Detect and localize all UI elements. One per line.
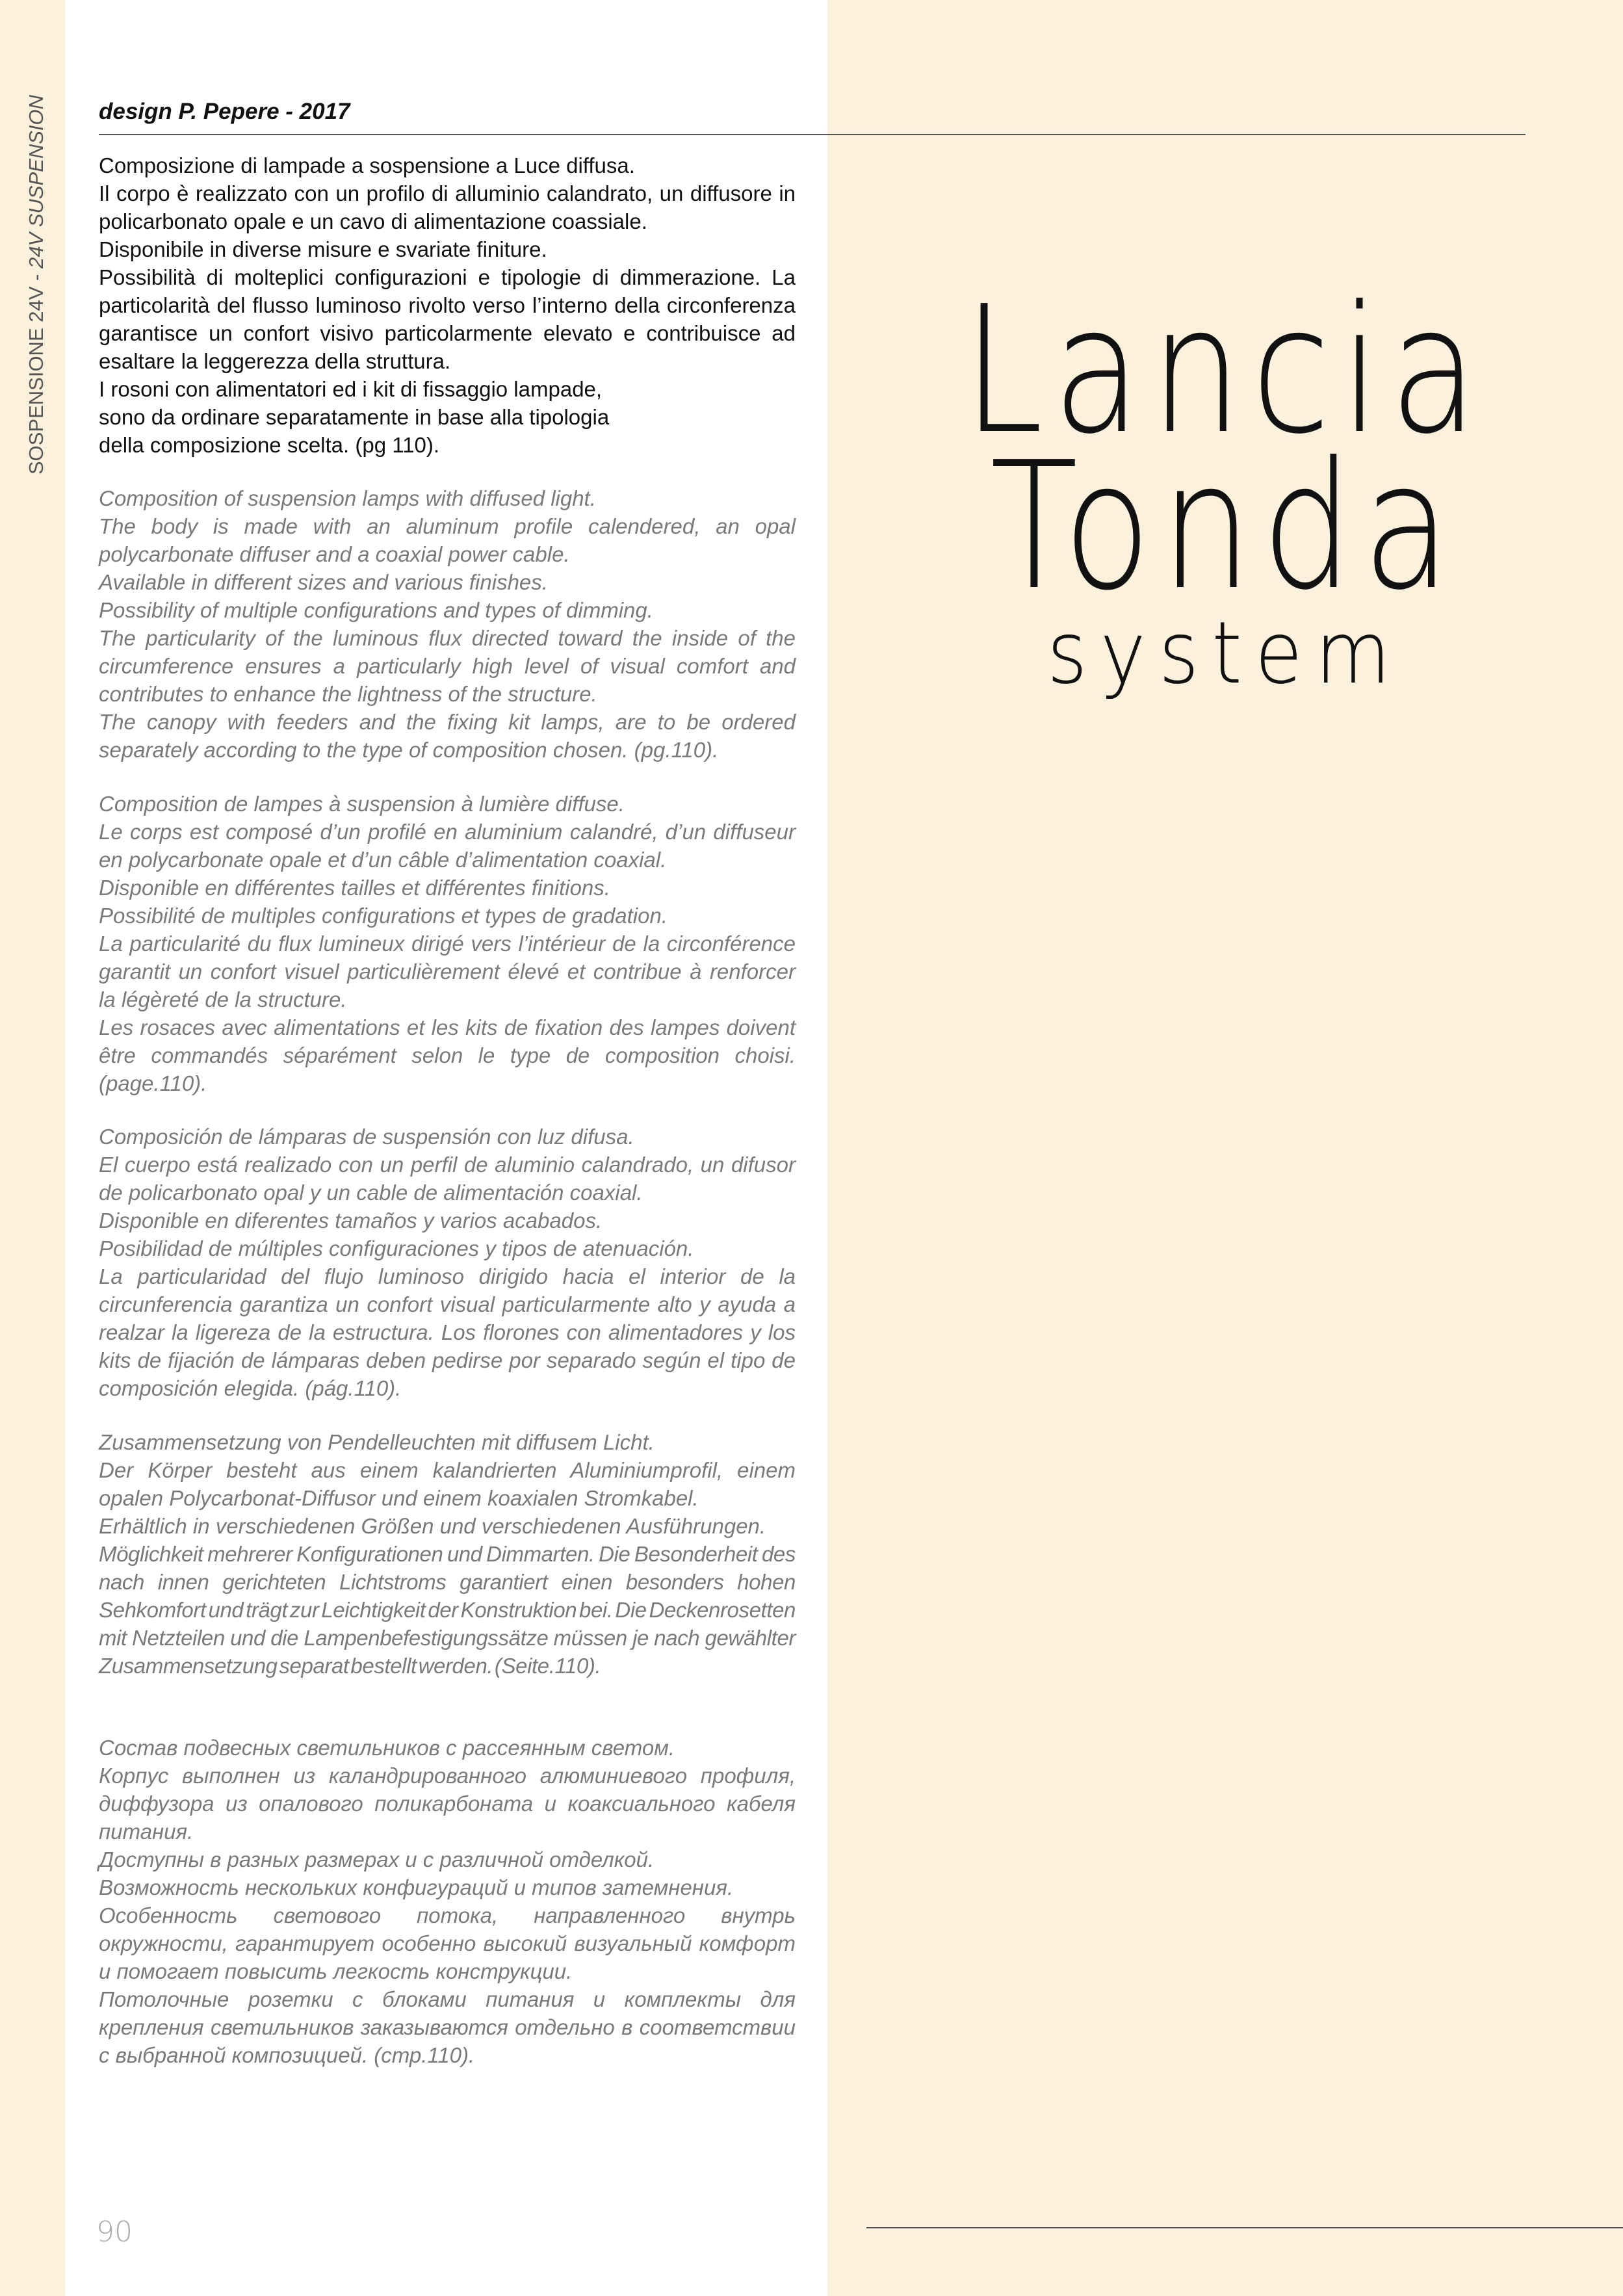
spanish-line: Posibilidad de múltiples configuraciones y tipos de atenuación. [99,1236,694,1260]
german-line: Erhältlich in verschiedenen Größen und verschiedenen Ausführungen. [99,1514,766,1538]
english-line: The body is made with an aluminum profile calendered, an opal polycarbonate diffuser and a coaxial power cable. [99,514,796,566]
spanish-description [99,1123,796,1402]
russian-line: Особенность светового потока, направленного внутрь окружности, гарантирует особенно высокий визуальный комфорт и помогает повысить легкость конструкции. [99,1903,796,1983]
page-number: 90 [96,2215,133,2249]
german-description [99,1428,796,1680]
english-line: Possibility of multiple configurations and types of dimming. [99,598,653,622]
bottom-divider [866,2227,1623,2228]
italian-line: Composizione di lampade a sospensione a Luce diffusa. [99,153,635,177]
spanish-line: La particularidad del flujo luminoso dirigido hacia el interior de la circunferencia garantiza un confort visual particularmente alto y ayuda a realzar la ligereza de la estructura. Los florones con alimentadores y los kits de fijación de lámparas deben pedirse por separado según el tipo de composición elegida. (pág.110). [99,1264,796,1400]
russian-line: Доступны в разных размерах и с различной отделкой. [99,1847,655,1872]
side-label-english: 24V SUSPENSION [25,95,47,269]
italian-description [99,151,796,459]
russian-line: Возможность нескольких конфигураций и типов затемнения. [99,1875,734,1899]
french-line: Composition de lampes à suspension à lumière diffuse. [99,792,625,816]
side-label [22,95,51,508]
italian-line: Disponibile in diverse misure e svariate finiture. [99,237,547,261]
spanish-line: El cuerpo está realizado con un perfil de aluminio calandrado, un difusor de policarbonato opal y un cable de alimentación coaxial. [99,1153,796,1205]
spanish-line: Disponible en diferentes tamaños y varios acabados. [99,1208,603,1233]
italian-line: Il corpo è realizzato con un profilo di alluminio calandrato, un diffusore in policarbonato opale e un cavo di alimentazione coassiale. [99,181,796,233]
top-divider [99,134,1526,135]
italian-line: I rosoni con alimentatori ed i kit di fissaggio lampade, [99,377,603,401]
english-line: Available in different sizes and various finishes. [99,570,548,594]
french-description [99,790,796,1097]
product-title-subtitle: system [1046,603,1404,703]
german-line: Möglichkeit mehrerer Konfigurationen und Dimmarten. Die Besonderheit des nach innen gerichteten Lichtstroms garantiert einen besonders hohen Sehkomfort und trägt zur Leichtigkeit der Konstruktion bei. Die Deckenrosetten mit Netzteilen und die Lampenbefestigungssätze müssen je nach gewählter Zusammensetzung separat bestellt werden. (Seite.110). [99,1542,796,1678]
german-line: Der Körper besteht aus einem kalandrierten Aluminiumprofil, einem opalen Polycarbonat-Diffusor und einem koaxialen Stromkabel. [99,1458,796,1510]
italian-line: Possibilità di molteplici configurazioni e tipologie di dimmerazione. La particolarità del flusso luminoso rivolto verso l’interno della circonferenza garantisce un confort visivo particolarmente elevato e contribuisce ad esaltare la leggerezza della struttura. [99,265,796,373]
german-line: Zusammensetzung von Pendelleuchten mit diffusem Licht. [99,1430,655,1454]
side-label-italian: SOSPENSIONE 24V - [25,268,47,475]
russian-line: Корпус выполнен из каландрированного алюминиевого профиля, диффузора из опалового поликарбоната и коаксиального кабеля питания. [99,1764,796,1844]
italian-line: della composizione scelta. (pg 110). [99,433,440,457]
english-line: The canopy with feeders and the fixing kit lamps, are to be ordered separately according to the type of composition chosen. (pg.110). [99,710,796,762]
russian-description [99,1734,796,2069]
french-line: Possibilité de multiples configurations et types de gradation. [99,904,668,928]
spanish-line: Composición de lámparas de suspensión con luz difusa. [99,1125,634,1149]
french-line: Disponible en différentes tailles et différentes finitions. [99,876,610,900]
english-description [99,484,796,764]
french-line: Le corps est composé d’un profilé en aluminium calandré, d’un diffuseur en polycarbonate opale et d’un câble d’alimentation coaxial. [99,820,796,872]
product-title-line-2: Tonda [990,424,1461,629]
english-line: Composition of suspension lamps with diffused light. [99,486,596,510]
designer-credit: design P. Pepere - 2017 [99,99,350,124]
italian-line: sono da ordinare separatamente in base alla tipologia [99,405,610,429]
english-line: The particularity of the luminous flux directed toward the inside of the circumference ensures a particularly high level of visual comfort and contributes to enhance the lightness of the structure. [99,626,796,706]
french-line: La particularité du flux lumineux dirigé vers l’intérieur de la circonférence garantit un confort visuel particulièrement élevé et contribue à renforcer la légèreté de la structure. [99,932,796,1011]
russian-line: Потолочные розетки с блоками питания и комплекты для крепления светильников заказываются отдельно в соответствии с выбранной композицией. (стр.110). [99,1987,796,2067]
product-title-line-1: Lancia [963,268,1488,473]
russian-line: Состав подвесных светильников с рассеянным светом. [99,1736,675,1760]
french-line: Les rosaces avec alimentations et les kits de fixation des lampes doivent être commandés séparément selon le type de composition choisi. (page.110). [99,1015,796,1095]
